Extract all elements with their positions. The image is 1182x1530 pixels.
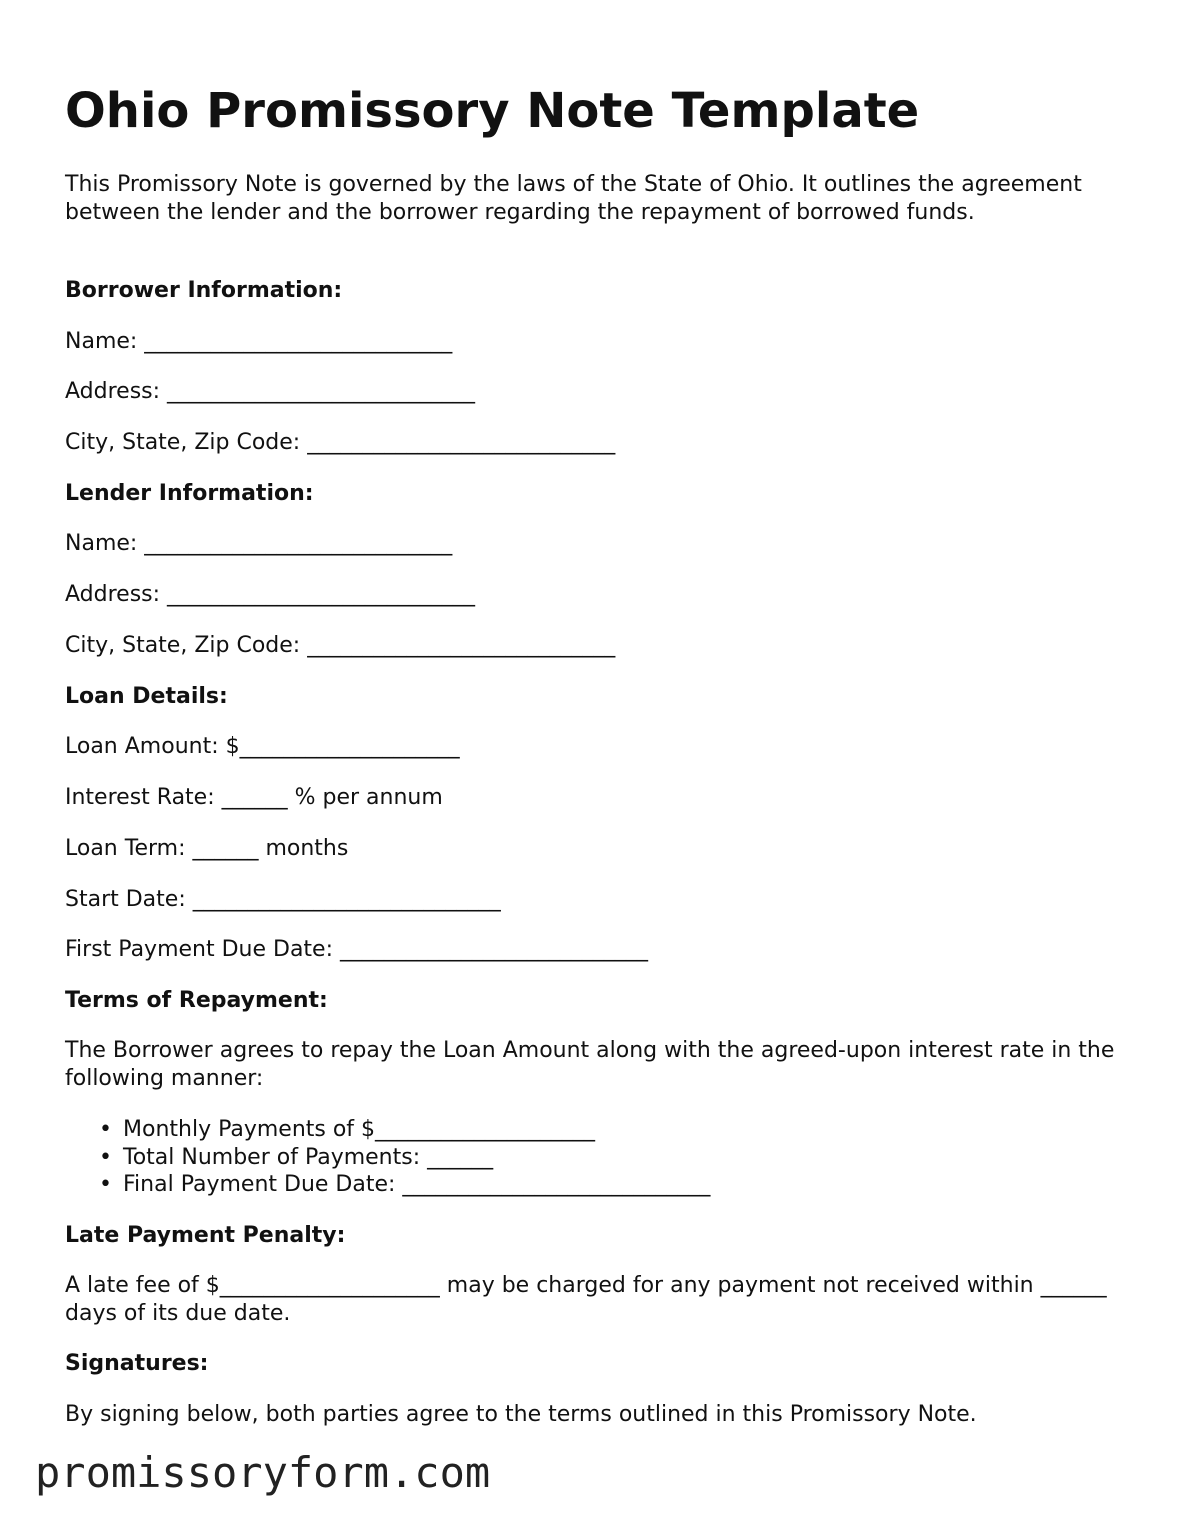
repayment-paragraph: The Borrower agrees to repay the Loan Amount along with the agreed-upon interest rate in the following manner: bbox=[65, 1038, 1115, 1091]
loan-term-field: Loan Term: ______ months bbox=[65, 836, 349, 861]
list-item bbox=[99, 1116, 710, 1144]
watermark-text: promissoryform.com bbox=[35, 1448, 491, 1497]
total-payments-field: Total Number of Payments: ______ bbox=[123, 1144, 494, 1170]
page-title: Ohio Promissory Note Template bbox=[65, 83, 920, 139]
bullet-icon: • bbox=[99, 1144, 112, 1170]
lender-address-field: Address: ____________________________ bbox=[65, 582, 476, 607]
late-penalty-heading: Late Payment Penalty: bbox=[65, 1223, 346, 1248]
late-penalty-paragraph: A late fee of $____________________ may be charged for any payment not received within ______ days of its due date. bbox=[65, 1273, 1107, 1326]
interest-rate-field: Interest Rate: ______ % per annum bbox=[65, 785, 443, 810]
start-date-field: Start Date: ____________________________ bbox=[65, 887, 501, 912]
loan-amount-field: Loan Amount: $____________________ bbox=[65, 734, 460, 759]
signatures-paragraph: By signing below, both parties agree to the terms outlined in this Promissory Note. bbox=[65, 1402, 977, 1427]
borrower-address-field: Address: ____________________________ bbox=[65, 379, 476, 404]
bullet-icon: • bbox=[99, 1172, 112, 1197]
first-payment-due-field: First Payment Due Date: ____________________________ bbox=[65, 937, 648, 962]
lender-city-state-zip-field: City, State, Zip Code: ____________________________ bbox=[65, 633, 616, 658]
repayment-list bbox=[65, 1116, 710, 1199]
list-item bbox=[99, 1171, 711, 1199]
intro-paragraph: This Promissory Note is governed by the laws of the State of Ohio. It outlines the agreement between the lender and the borrower regarding the repayment of borrowed funds. bbox=[65, 172, 1082, 225]
borrower-heading: Borrower Information: bbox=[65, 278, 343, 303]
list-item bbox=[99, 1144, 710, 1172]
repayment-heading: Terms of Repayment: bbox=[65, 988, 328, 1013]
final-payment-due-field: Final Payment Due Date: ____________________________ bbox=[123, 1172, 711, 1197]
borrower-city-state-zip-field: City, State, Zip Code: ____________________________ bbox=[65, 430, 616, 455]
lender-name-field: Name: ____________________________ bbox=[65, 531, 453, 556]
loan-details-heading: Loan Details: bbox=[65, 684, 228, 709]
bullet-icon: • bbox=[99, 1117, 112, 1142]
signatures-heading: Signatures: bbox=[65, 1351, 209, 1376]
monthly-payments-field: Monthly Payments of $____________________ bbox=[123, 1117, 596, 1142]
lender-heading: Lender Information: bbox=[65, 481, 314, 506]
borrower-name-field: Name: ____________________________ bbox=[65, 329, 453, 354]
